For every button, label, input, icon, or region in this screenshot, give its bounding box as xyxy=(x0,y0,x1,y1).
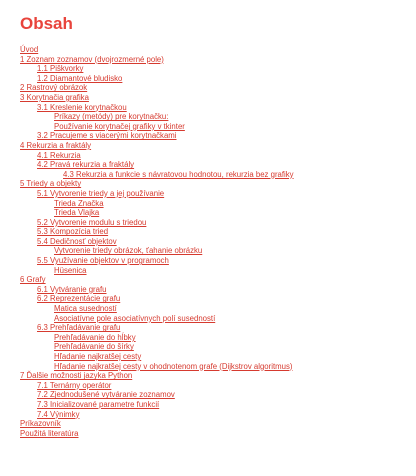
toc-entry[interactable]: Vytvorenie triedy obrázok, ťahanie obrázku xyxy=(54,246,203,256)
toc-entry[interactable]: Používanie korytnačej grafiky v tkinter xyxy=(54,121,185,131)
toc-entry[interactable]: 5.2 Vytvorenie modulu s triedou xyxy=(37,217,147,227)
toc-entry[interactable]: 6.3 Prehľadávanie grafu xyxy=(37,323,121,333)
toc-entry[interactable]: Prehľadávanie do hĺbky xyxy=(54,332,136,342)
toc-entry[interactable]: 4.1 Rekurzia xyxy=(37,150,81,160)
toc-entry[interactable]: Matica susedností xyxy=(54,304,117,314)
toc-entry[interactable]: Príkazovník xyxy=(20,419,61,429)
toc-entry[interactable]: Hľadanie najkratšej cesty v ohodnotenom grafe (Dijkstrov algoritmus) xyxy=(54,361,293,371)
toc-entry[interactable]: 3.1 Kreslenie korytnačkou xyxy=(37,102,127,112)
toc-entry[interactable]: 5.3 Kompozícia tried xyxy=(37,227,109,237)
toc-entry[interactable]: 7.2 Zjednodušené vytváranie zoznamov xyxy=(37,390,175,400)
toc-entry[interactable]: Trieda Značka xyxy=(54,198,104,208)
toc-entry[interactable]: 4.2 Pravá rekurzia a fraktály xyxy=(37,160,135,170)
toc-entry[interactable]: 7.3 Inicializované parametre funkcií xyxy=(37,399,160,409)
toc-entry[interactable]: 7 Ďalšie možnosti jazyka Python xyxy=(20,371,133,381)
toc-entry[interactable]: 6.1 Vytváranie grafu xyxy=(37,284,107,294)
toc-entry[interactable]: Trieda Vlajka xyxy=(54,208,100,218)
toc-entry[interactable]: 5.1 Vytvorenie triedy a jej používanie xyxy=(37,188,165,198)
toc-entry[interactable]: Hľadanie najkratšej cesty xyxy=(54,352,142,361)
toc-entry[interactable]: 5 Triedy a objekty xyxy=(20,179,82,189)
page-title: Obsah xyxy=(20,14,73,33)
toc-entry[interactable]: 2 Rastrový obrázok xyxy=(20,83,88,93)
toc-entry[interactable]: 5.5 Využívanie objektov v programoch xyxy=(37,256,169,266)
toc-entry[interactable]: 1 Zoznam zoznamov (dvojrozmerné pole) xyxy=(20,54,164,64)
toc-entry[interactable]: Použitá literatúra xyxy=(20,428,79,438)
toc-entry[interactable]: 1.1 Piškvorky xyxy=(37,64,84,74)
toc-entry[interactable]: 5.4 Dedičnosť objektov xyxy=(37,236,117,246)
toc-entry[interactable]: 4 Rekurzia a fraktály xyxy=(20,140,92,150)
toc-entry[interactable]: 3.2 Pracujeme s viacerými korytnačkami xyxy=(37,131,177,141)
toc-entry[interactable]: 7.4 Výnimky xyxy=(37,409,80,419)
toc-entry[interactable]: Úvod xyxy=(20,45,39,54)
toc-entry[interactable]: 3 Korytnačia grafika xyxy=(20,92,89,102)
toc-entry[interactable]: 6 Grafy xyxy=(20,275,46,285)
toc-entry[interactable]: Hüsenica xyxy=(54,265,87,275)
toc-entry[interactable]: Príkazy (metódy) pre korytnačku: xyxy=(54,112,169,122)
toc-entry[interactable]: Prehľadávanie do šírky xyxy=(54,342,134,352)
toc-entry[interactable]: 4.3 Rekurzia a funkcie s návratovou hodnotou, rekurzia bez grafiky xyxy=(63,169,294,179)
toc-entry[interactable]: 7.1 Ternárny operátor xyxy=(37,380,112,390)
toc-entry[interactable]: Asociatívne pole asociatívnych polí susedností xyxy=(54,313,216,323)
toc-entry[interactable]: 6.2 Reprezentácie grafu xyxy=(37,294,121,304)
table-of-contents xyxy=(20,45,416,438)
toc-entry[interactable]: 1.2 Diamantové bludisko xyxy=(37,73,123,83)
